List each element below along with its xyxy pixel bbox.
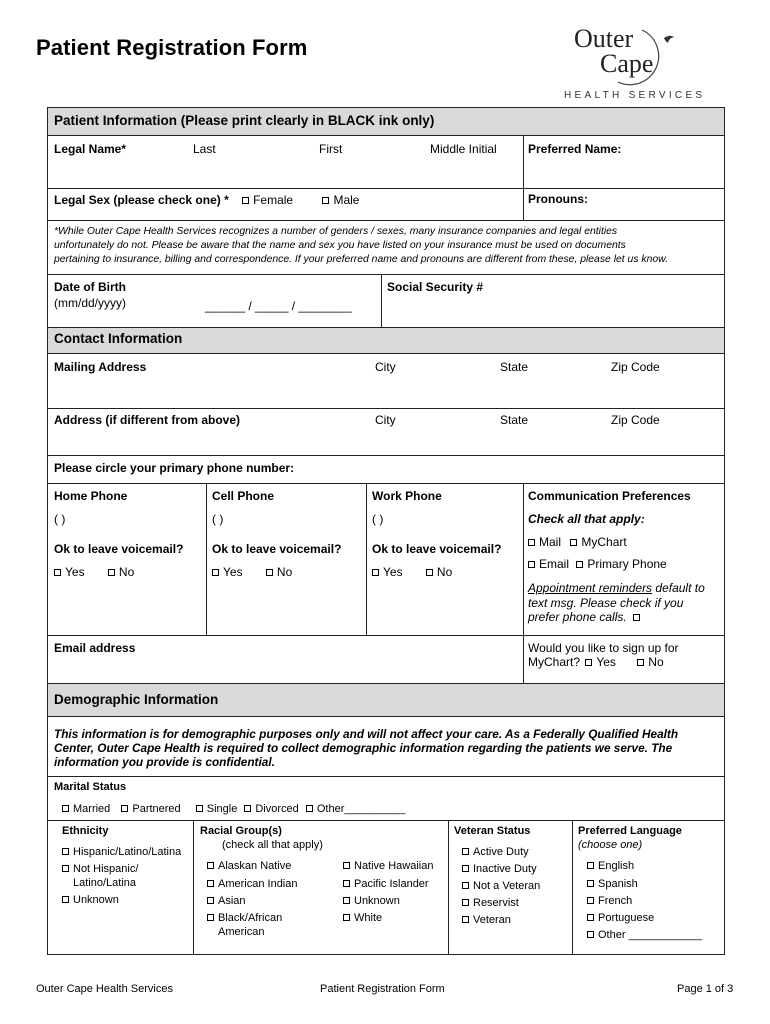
legal-sex-row [54,193,359,207]
hispanic-checkbox[interactable] [62,845,181,859]
middle-initial-label: Middle Initial [430,142,497,156]
voicemail-home-options [54,565,134,579]
marital-status-label: Marital Status [54,781,127,793]
demo-info-line-2: Center, Outer Cape Health is required to collect demographic information regarding the patients we serve. The [54,741,673,755]
voicemail-cell-options [212,565,292,579]
inactive-duty-checkbox[interactable] [462,862,537,876]
email-checkbox[interactable] [528,557,569,571]
reservist-checkbox[interactable] [462,896,519,910]
language-other-checkbox[interactable] [587,928,702,942]
cell-yes-checkbox[interactable] [212,565,243,579]
work-no-checkbox[interactable] [426,565,452,579]
single-label: Single [206,803,238,815]
circle-phone-label: Please circle your primary phone number: [54,461,295,475]
email-pref-label: Email [539,557,570,571]
appt-line-3-text: prefer phone calls. [528,610,627,624]
checkbox-icon [62,865,69,872]
ethnicity-label: Ethnicity [62,825,109,837]
home-yes-checkbox[interactable] [54,565,85,579]
checkbox-icon [207,862,214,869]
logo-outer: Outer [574,24,634,53]
checkbox-icon [462,865,469,872]
dob-format: (mm/dd/yyyy) [54,296,126,310]
checkbox-icon [266,569,273,576]
footer-left: Outer Cape Health Services [36,983,173,995]
pacific-checkbox[interactable] [343,877,429,891]
marital-options [62,802,406,816]
inactive-duty-label: Inactive Duty [473,863,537,875]
language-other-label: Other ____________ [598,929,702,941]
state-label-2: State [500,413,529,427]
dob-field[interactable]: ______ / _____ / ________ [205,299,352,313]
appt-line-2: text msg. Please check if you [528,596,684,610]
alt-address-label: Address (if different from above) [54,413,241,427]
home-phone-field[interactable]: ( ) [54,512,66,526]
signup-no-checkbox[interactable] [637,655,663,669]
home-no-checkbox[interactable] [108,565,134,579]
checkbox-icon [343,880,350,887]
checkbox-icon [242,197,249,204]
veteran-status-label: Veteran Status [454,825,531,837]
dob-label: Date of Birth [54,280,126,294]
checkbox-icon [587,931,594,938]
city-label: City [375,360,396,374]
legal-name-field[interactable] [48,158,522,186]
work-phone-field[interactable]: ( ) [372,512,384,526]
married-label: Married [73,803,111,815]
divorced-label: Divorced [255,803,299,815]
not-veteran-label: Not a Veteran [473,880,541,892]
phone-calls-checkbox[interactable] [633,614,640,621]
note-line-2: unfortunately do not. Please be aware that the name and sex you have listed on your insurance must be used on documents [54,240,626,251]
state-label: State [500,360,529,374]
divorced-checkbox[interactable] [244,803,298,815]
active-duty-checkbox[interactable] [462,845,529,859]
checkbox-icon [62,805,69,812]
city-label-2: City [375,413,396,427]
checkbox-icon [528,539,535,546]
yes-label: Yes [223,565,243,579]
checkbox-icon [108,569,115,576]
checkbox-icon [462,916,469,923]
checkbox-icon [196,805,203,812]
no-label: No [436,565,453,579]
demo-info-line-1: This information is for demographic purposes only and will not affect your care. As a Federally Qualified Health [54,727,679,741]
checkbox-icon [212,569,219,576]
female-label: Female [253,193,294,207]
pacific-label: Pacific Islander [354,878,429,890]
ethnicity-unknown-checkbox[interactable] [62,893,119,907]
note-line-3: pertaining to insurance, billing and correspondence. If your preferred name and pronouns are different from these, please let us know. [54,254,668,265]
black-label: Black/African [218,912,283,924]
checkbox-icon [576,561,583,568]
english-checkbox[interactable] [587,859,634,873]
not-hispanic-label-2: Latino/Latina [73,877,136,889]
race-unknown-label: Unknown [354,895,400,907]
checkbox-icon [306,805,313,812]
mail-label: Mail [539,535,562,549]
zip-label-2: Zip Code [611,413,660,427]
yes-label: Yes [383,565,403,579]
demographic-header: Demographic Information [54,692,219,707]
checkbox-icon [207,880,214,887]
checkbox-icon [587,914,594,921]
veteran-label: Veteran [473,914,511,926]
appt-line-1 [528,581,705,595]
asian-checkbox[interactable] [207,894,246,908]
not-hispanic-label: Not Hispanic/ [73,863,139,875]
cell-no-checkbox[interactable] [266,565,292,579]
legal-sex-label: Legal Sex (please check one) * [54,193,229,207]
american-indian-label: American Indian [218,878,298,890]
preferred-name-field[interactable] [523,158,723,186]
checkbox-icon [585,659,592,666]
checkbox-icon [343,914,350,921]
checkbox-icon [462,848,469,855]
not-veteran-checkbox[interactable] [462,879,540,893]
checkbox-icon [343,862,350,869]
checkbox-icon [54,569,61,576]
racial-group-label: Racial Group(s) [200,825,282,837]
work-phone-label: Work Phone [372,489,442,503]
american-indian-checkbox[interactable] [207,877,298,891]
signup-no-label: No [648,655,664,669]
cell-phone-label: Cell Phone [212,489,275,503]
english-label: English [598,860,635,872]
patient-info-header: Patient Information (Please print clearly in BLACK ink only) [54,113,435,128]
hawaiian-checkbox[interactable] [343,859,433,873]
comm-row-2 [528,557,667,571]
checkbox-icon [587,897,594,904]
voicemail-label-work: Ok to leave voicemail? [372,542,502,556]
alt-address-field[interactable] [48,429,723,453]
alaskan-checkbox[interactable] [207,859,291,873]
checkbox-icon [528,561,535,568]
comm-pref-label: Communication Preferences [528,489,691,503]
checkbox-icon [570,539,577,546]
checkbox-icon [343,897,350,904]
checkbox-icon [207,897,214,904]
cell-phone-field[interactable]: ( ) [212,512,224,526]
white-checkbox[interactable] [343,911,382,925]
note-line-1: *While Outer Cape Health Services recognizes a number of genders / sexes, many insurance companies and legal entities [54,226,618,237]
logo [560,26,710,102]
page-title: Patient Registration Form [36,35,308,60]
primary-phone-checkbox[interactable] [576,557,666,571]
checkbox-icon [587,880,594,887]
checkbox-icon [62,896,69,903]
voicemail-label-cell: Ok to leave voicemail? [212,542,342,556]
home-phone-label: Home Phone [54,489,128,503]
french-label: French [598,895,633,907]
logo-subtitle: HEALTH SERVICES [564,90,706,101]
mychart-signup-line-2 [528,655,664,669]
portuguese-label: Portuguese [598,912,655,924]
checkbox-icon [637,659,644,666]
black-label-2: American [218,926,265,938]
legal-name-label: Legal Name* [54,142,127,156]
preferred-language-label: Preferred Language [578,825,682,837]
zip-label: Zip Code [611,360,660,374]
checkbox-icon [62,848,69,855]
male-label: Male [333,193,360,207]
alaskan-label: Alaskan Native [218,860,292,872]
hispanic-label: Hispanic/Latino/Latina [73,846,182,858]
voicemail-label-home: Ok to leave voicemail? [54,542,184,556]
veteran-checkbox[interactable] [462,913,511,927]
contact-info-header: Contact Information [54,331,183,346]
ethnicity-unknown-label: Unknown [73,894,119,906]
mychart-label: MyChart [581,535,627,549]
active-duty-label: Active Duty [473,846,529,858]
demo-info-line-3: information you provide is confidential. [54,755,275,769]
spanish-label: Spanish [598,878,638,890]
check-all-label: Check all that apply: [528,512,645,526]
french-checkbox[interactable] [587,894,632,908]
spanish-checkbox[interactable] [587,877,638,891]
no-label: No [118,565,135,579]
ssn-field[interactable] [382,296,722,324]
female-checkbox[interactable] [242,193,293,207]
portuguese-checkbox[interactable] [587,911,654,925]
single-checkbox[interactable] [196,803,238,815]
mail-checkbox[interactable] [528,535,561,549]
checkbox-icon [462,882,469,889]
voicemail-work-options [372,565,452,579]
checkbox-icon [207,914,214,921]
appt-line-1-rest: default to [652,581,705,595]
email-address-label: Email address [54,641,136,655]
footer-page-number: Page 1 of 3 [677,983,734,995]
partnered-checkbox[interactable] [121,803,180,815]
other-checkbox[interactable] [306,803,406,815]
race-unknown-checkbox[interactable] [343,894,400,908]
mychart-question: MyChart? [528,655,581,669]
ssn-label: Social Security # [387,280,484,294]
yes-label: Yes [65,565,85,579]
checkbox-icon [372,569,379,576]
partnered-label: Partnered [132,803,181,815]
mailing-address-label: Mailing Address [54,360,147,374]
checkbox-icon [426,569,433,576]
checkbox-icon [121,805,128,812]
pronouns-label: Pronouns: [528,192,588,206]
mychart-signup-line-1: Would you like to sign up for [528,641,679,655]
black-checkbox[interactable] [207,911,282,925]
mailing-address-field[interactable] [48,376,723,404]
preferred-name-label: Preferred Name: [528,142,622,156]
asian-label: Asian [218,895,246,907]
logo-cape: Cape [600,49,654,78]
racial-group-sub: (check all that apply) [222,839,323,851]
comm-row-1 [528,535,627,549]
reservist-label: Reservist [473,897,519,909]
white-label: White [354,912,383,924]
footer-center: Patient Registration Form [320,983,445,995]
work-yes-checkbox[interactable] [372,565,403,579]
choose-one-label: (choose one) [578,839,643,851]
checkbox-icon [244,805,251,812]
primary-phone-label: Primary Phone [587,557,667,571]
checkbox-icon [462,899,469,906]
not-hispanic-checkbox[interactable] [62,862,138,876]
other-label: Other__________ [316,803,406,815]
hawaiian-label: Native Hawaiian [354,860,434,872]
appt-line-3 [528,610,644,624]
married-checkbox[interactable] [62,803,110,815]
mychart-checkbox[interactable] [570,535,626,549]
first-name-label: First [319,142,343,156]
email-address-field[interactable] [48,656,522,680]
last-name-label: Last [193,142,216,156]
no-label: No [276,565,293,579]
signup-yes-checkbox[interactable] [585,655,616,669]
checkbox-icon [322,197,329,204]
appt-reminders-link: Appointment reminders [528,581,653,595]
signup-yes-label: Yes [596,655,616,669]
checkbox-icon [587,862,594,869]
male-checkbox[interactable] [322,193,359,207]
